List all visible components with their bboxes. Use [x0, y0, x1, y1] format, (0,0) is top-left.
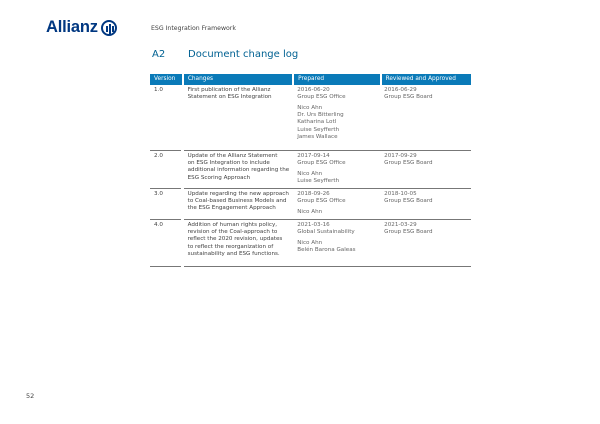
- person: Nico Ahn: [297, 170, 323, 177]
- changes-line: First publication of the Allianz: [187, 87, 271, 93]
- prepared-people: [297, 105, 378, 141]
- changes-cell: [184, 191, 292, 220]
- changes-cell: [184, 222, 292, 267]
- column-header-reviewed: Reviewed and Approved: [382, 74, 471, 85]
- reviewed-date: 2018-10-05: [384, 191, 417, 197]
- prepared-date: 2017-09-14: [297, 153, 330, 159]
- changes-line: ESG Scoring Approach: [187, 174, 251, 181]
- prepared-cell: [293, 153, 378, 189]
- prepared-date: 2018-09-26: [297, 191, 330, 197]
- version-cell: 2.0: [154, 153, 163, 159]
- prepared-cell: [293, 222, 378, 267]
- prepared-date: 2021-03-16: [297, 222, 330, 228]
- row-divider: [184, 266, 471, 267]
- brand-name: Allianz: [46, 18, 98, 36]
- reviewed-cell: [380, 191, 469, 220]
- prepared-by: Group ESG Office: [297, 94, 346, 101]
- prepared-by: Group ESG Office: [297, 160, 346, 167]
- version-cell: 4.0: [154, 222, 163, 228]
- prepared-cell: [293, 87, 378, 151]
- version-cell: 1.0: [154, 87, 163, 93]
- page-number: 52: [26, 392, 35, 400]
- changes-line: Update of the Allianz Statement: [187, 153, 278, 159]
- section-title: Document change log: [188, 49, 299, 60]
- changes-line: Statement on ESG Integration: [187, 94, 272, 101]
- prepared-people: [297, 209, 378, 216]
- reviewed-date: 2017-09-29: [384, 153, 417, 159]
- prepared-by: Global Sustainability: [297, 229, 355, 236]
- changes-line: Addition of human rights policy,: [187, 222, 278, 228]
- changes-line: on ESG Integration to include: [187, 160, 270, 167]
- person: Luise Seyfferth: [297, 126, 340, 133]
- column-header-version: Version: [150, 74, 182, 85]
- reviewed-cell: [380, 153, 469, 189]
- person: Nico Ahn: [297, 104, 323, 111]
- person: James Wallace: [297, 133, 338, 140]
- reviewed-date: 2016-06-29: [384, 87, 417, 93]
- changes-line: to Coal-based Business Models and: [187, 198, 287, 205]
- changes-cell: [184, 87, 292, 151]
- changes-line: reflect the 2020 revision, updates: [187, 236, 283, 243]
- changes-line: Update regarding the new approach: [187, 191, 289, 197]
- table-row: [150, 220, 471, 267]
- reviewed-date: 2021-03-29: [384, 222, 417, 228]
- person: Belén Barona Galeas: [297, 247, 356, 254]
- person: Katharina Lotl: [297, 119, 337, 126]
- reviewed-by: Group ESG Board: [384, 94, 433, 101]
- prepared-people: [297, 240, 378, 254]
- table-row: [150, 151, 471, 189]
- reviewed-cell: [380, 222, 469, 267]
- reviewed-by: Group ESG Board: [384, 229, 433, 236]
- change-log-table: [150, 74, 471, 267]
- prepared-date: 2016-06-20: [297, 87, 330, 93]
- column-header-changes: Changes: [184, 74, 292, 85]
- reviewed-by: Group ESG Board: [384, 198, 433, 205]
- section-number: A2: [152, 49, 166, 60]
- changes-cell: [184, 153, 292, 189]
- prepared-cell: [293, 191, 378, 220]
- prepared-by: Group ESG Office: [297, 198, 346, 205]
- table-row: [150, 85, 471, 151]
- person: Dr. Urs Bitterling: [297, 112, 344, 119]
- reviewed-by: Group ESG Board: [384, 160, 433, 167]
- version-cell: 3.0: [154, 191, 163, 197]
- changes-line: to reflect the reorganization of: [187, 243, 274, 250]
- prepared-people: [297, 171, 378, 185]
- person: Nico Ahn: [297, 208, 323, 215]
- allianz-eagle-icon: [101, 20, 117, 36]
- reviewed-cell: [380, 87, 469, 151]
- changes-line: additional information regarding the: [187, 167, 290, 174]
- column-header-prepared: Prepared: [294, 74, 379, 85]
- changes-line: the ESG Engagement Approach: [187, 205, 276, 212]
- table-header: [150, 74, 471, 85]
- changes-line: sustainability and ESG functions.: [187, 250, 280, 257]
- person: Nico Ahn: [297, 239, 323, 246]
- changes-line: revision of the Coal-approach to: [187, 229, 278, 236]
- table-row: [150, 189, 471, 220]
- document-title: ESG Integration Framework: [151, 25, 236, 32]
- row-divider: [150, 266, 181, 267]
- person: Luise Seyfferth: [297, 178, 340, 185]
- allianz-logo: [46, 18, 117, 37]
